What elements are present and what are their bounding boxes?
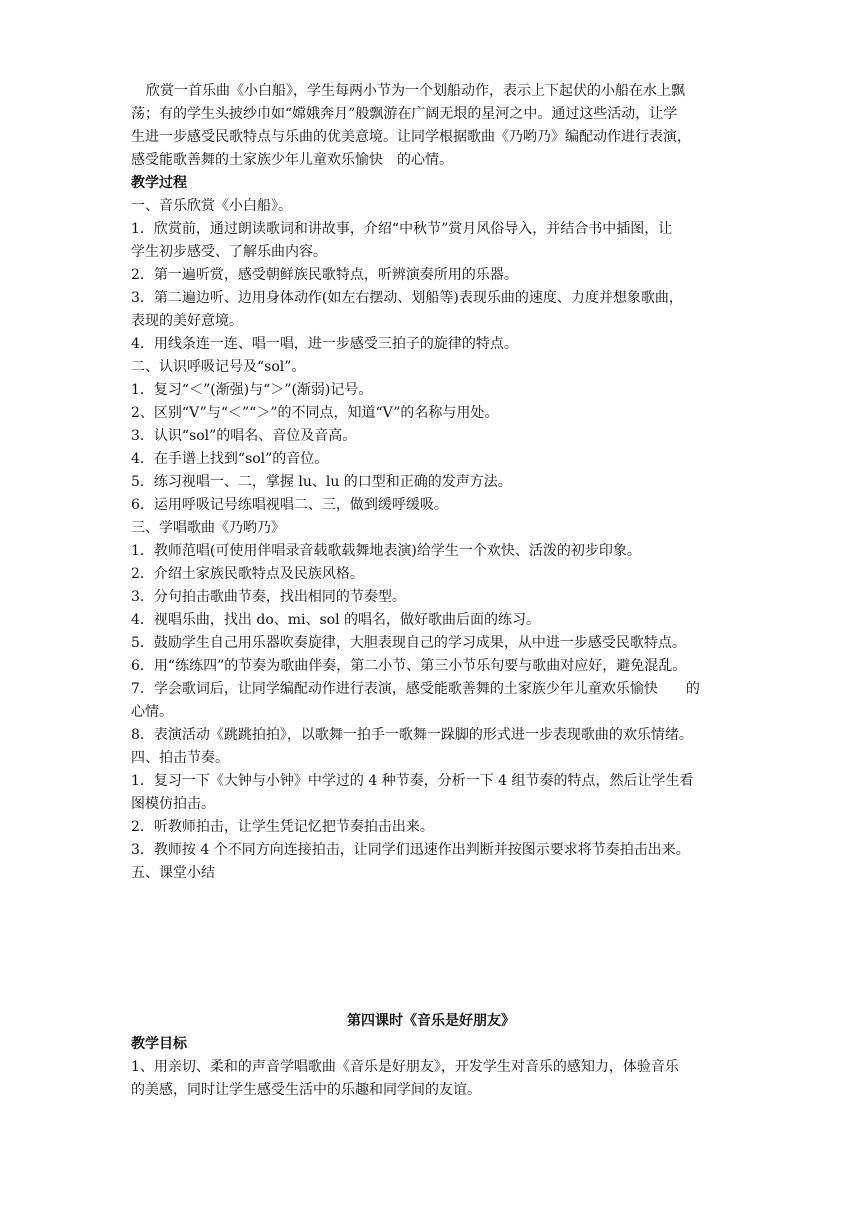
process-line: 学生初步感受、了解乐曲内容。 (131, 244, 327, 260)
process-line: 1．教师范唱(可使用伴唱录音载歌载舞地表演)给学生一个欢快、活泼的初步印象。 (131, 543, 641, 559)
intro-line: 欣赏一首乐曲《小白船》，学生每两小节为一个划船动作，表示上下起伏的小船在水上飘 (146, 83, 685, 99)
intro-line: 感受能歌善舞的土家族少年儿童欢乐愉快 的心情。 (131, 152, 453, 168)
process-line: 2．介绍土家族民歌特点及民族风格。 (131, 566, 364, 582)
process-line: 8．表演活动《跳跳拍拍》，以歌舞一拍手一歌舞一跺脚的形式进一步表现歌曲的欢乐情绪。 (131, 727, 693, 743)
process-line: 1．欣赏前，通过朗读歌词和讲故事，介绍“中秋节”赏月风俗导入，并结合书中插图，让 (131, 221, 673, 237)
process-line: 3．第二遍边听、边用身体动作(如左右摆动、划船等)表现乐曲的速度、力度并想象歌曲， (131, 290, 683, 306)
process-line: 3．教师按 4 个不同方向连接拍击，让同学们迅速作出判断并按图示要求将节奏拍击出来。 (131, 842, 690, 858)
section-heading-4: 四、拍击节奏。 (131, 750, 229, 766)
goals-heading: 教学目标 (131, 1036, 187, 1052)
process-line: 4．在手谱上找到“sol”的音位。 (131, 451, 329, 467)
process-line: 3．分句拍击歌曲节奏，找出相同的节奏型。 (131, 589, 406, 605)
process-line: 2．第一遍听赏，感受朝鲜族民歌特点，听辨演奏所用的乐器。 (131, 267, 518, 283)
section-heading-3: 三、学唱歌曲《乃哟乃》 (131, 520, 285, 536)
process-line: 1．复习“＜”(渐强)与“＞”(渐弱)记号。 (131, 382, 373, 398)
process-line: 表现的美好意境。 (131, 313, 243, 329)
section-heading-5: 五、课堂小结 (131, 865, 215, 881)
process-line: 2、区别“V”与“＜”“＞”的不同点，知道“V”的名称与用处。 (131, 405, 499, 421)
goal-line: 的美感，同时让学生感受生活中的乐趣和同学间的友谊。 (131, 1082, 481, 1098)
process-line: 6．运用呼吸记号练唱视唱二、三，做到缓呼缓吸。 (131, 497, 448, 513)
process-line: 7．学会歌词后，让同学编配动作进行表演，感受能歌善舞的土家族少年儿童欢乐愉快 的 (131, 681, 700, 697)
process-line: 4．视唱乐曲，找出 do、mi、sol 的唱名，做好歌曲后面的练习。 (131, 612, 541, 628)
process-line: 3．认识“sol”的唱名、音位及音高。 (131, 428, 357, 444)
process-line: 4．用线条连一连、唱一唱，进一步感受三拍子的旋律的特点。 (131, 336, 518, 352)
intro-line: 荡；有的学生头披纱巾如“嫦娥奔月”般飘游在广阔无垠的星河之中。通过这些活动，让学 (131, 106, 678, 122)
process-line: 图模仿拍击。 (131, 796, 215, 812)
lesson4-title: 第四课时《音乐是好朋友》 (347, 1013, 515, 1029)
lesson3-section (131, 80, 731, 885)
section-heading-1: 一、音乐欣赏《小白船》。 (131, 198, 292, 214)
section-heading-2: 二、认识呼吸记号及“sol”。 (131, 359, 306, 375)
process-heading: 教学过程 (131, 175, 187, 191)
process-line: 心情。 (131, 704, 173, 720)
intro-line: 生进一步感受民歌特点与乐曲的优美意境。让同学根据歌曲《乃哟乃》编配动作进行表演， (131, 129, 691, 145)
lesson4-section (131, 1033, 731, 1102)
process-line: 2．听教师拍击，让学生凭记忆把节奏拍击出来。 (131, 819, 434, 835)
goal-line: 1、用亲切、柔和的声音学唱歌曲《音乐是好朋友》，开发学生对音乐的感知力，体验音乐 (131, 1059, 679, 1075)
process-line: 1．复习一下《大钟与小钟》中学过的 4 种节奏，分析一下 4 组节奏的特点，然后让学生看 (131, 773, 694, 789)
process-line: 6．用“练练四”的节奏为歌曲伴奏，第二小节、第三小节乐句要与歌曲对应好，避免混乱。 (131, 658, 687, 674)
process-line: 5．练习视唱一、二，掌握 lu、lu 的口型和正确的发声方法。 (131, 474, 512, 490)
process-line: 5．鼓励学生自己用乐器吹奏旋律，大胆表现自己的学习成果，从中进一步感受民歌特点。 (131, 635, 686, 651)
